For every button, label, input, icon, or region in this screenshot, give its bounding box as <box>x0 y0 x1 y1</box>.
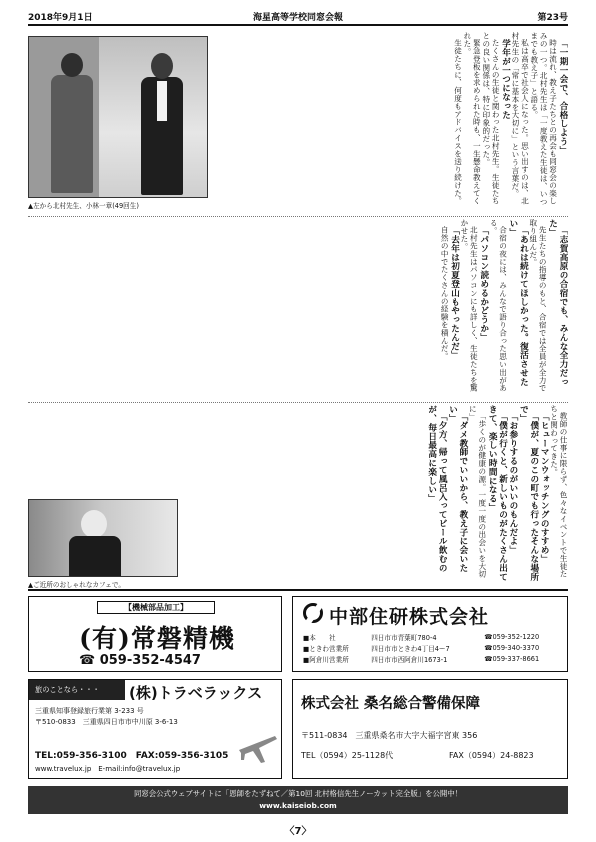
branch-address: 四日市市ときわ4丁目4ー7 <box>371 644 450 653</box>
table-row <box>301 631 563 642</box>
company-name: (有)常磐精機 <box>79 624 235 653</box>
company-name: (株)トラベラックス <box>129 684 263 702</box>
issue-number: 第23号 <box>537 13 568 23</box>
paragraph: たくさんの生徒と関わった北村先生。生徒たちとの良い関係は、特に印象的だった。 <box>481 32 501 205</box>
header-rule <box>28 24 568 26</box>
paragraph: 「歩くのが健康の源。一度一度の出会いを大切に」 <box>468 405 487 578</box>
cafe-photo <box>28 499 178 577</box>
company-name: 株式会社 桑名総合警備保障 <box>301 695 481 712</box>
pull-quote: 「パソコン読めるかどうか」 <box>478 226 489 342</box>
company-phone: ☎ 059-352-4547 <box>79 653 201 668</box>
teacher-portrait-photo <box>28 36 208 198</box>
paragraph: 教師の仕事に限らず、色々なイベントで生徒たちと関わってきた。 <box>549 405 568 578</box>
ad-category-tag: 【機械部品加工】 <box>97 601 215 614</box>
pull-quote: 「僕が、夏のこの町でも行ったそんな場所で」 <box>518 405 539 582</box>
article-band-2 <box>28 216 568 398</box>
website-url: www.kaiseiob.com <box>259 801 337 810</box>
article-text-band-2 <box>28 219 568 397</box>
pull-quote: 「去年は初夏登山もやったんだ」 <box>449 226 460 360</box>
branch-name: ■ときわ営業所 <box>303 644 349 653</box>
address-line: 〒510-0833 三重県四日市市中川原 3-6-13 <box>35 717 178 726</box>
registration-line: 三重県知事登録旅行業第 3-233 号 <box>35 707 144 715</box>
branch-address: 四日市市西阿倉川1673-1 <box>371 655 448 664</box>
company-fax: FAX（0594）24-8823 <box>449 751 534 760</box>
branch-address: 四日市市青葉町780-4 <box>371 633 437 642</box>
ad-kuwana-security <box>292 679 568 779</box>
company-registration <box>35 706 235 727</box>
article-band-1 <box>28 30 568 212</box>
branch-phone: ☎059-337-8661 <box>484 654 540 663</box>
ad-travelux <box>28 679 282 779</box>
paragraph: 自然の中でたくさんの経験を積んだ。 <box>440 226 450 361</box>
ad-tokiwa-seiki <box>28 596 282 672</box>
photo-caption: ▲ご近所のおしゃれなカフェで。 <box>28 581 125 589</box>
pull-quote: 「あれは続けてほしかった。復活させたい」 <box>507 219 529 387</box>
paragraph: 生徒たちに、何度もアドバイスを送り続けた。 <box>453 39 463 205</box>
branch-table <box>301 631 563 665</box>
article-band-3 <box>28 402 568 589</box>
company-address: 〒511-0834 三重県桑名市大字大福字宮東 356 <box>301 731 478 740</box>
page-header <box>28 8 568 24</box>
notice-text: 同窓会公式ウェブサイトに「恩師をたずねて／第10回 北村格信先生ノーカット完全版」を公開中！ <box>133 789 463 798</box>
article-text-band-3 <box>182 405 568 583</box>
pull-quote: 「僕が行くと、新しいものがたくさん出てきて、楽しい時間になる」 <box>487 405 508 582</box>
article-text-band-1 <box>216 32 568 210</box>
website-notice <box>28 786 568 814</box>
company-web-email: www.travelux.jp E-mail:info@travelux.jp <box>35 765 181 773</box>
branch-name: ■本 社 <box>303 633 336 642</box>
page-number: 〈7〉 <box>284 826 312 837</box>
paragraph: 先生たちの指導のもと、合宿では全員が全力で取り組んだ。 <box>528 219 548 392</box>
publication-title: 海星高等学校同窓会報 <box>252 13 343 23</box>
table-row <box>301 642 563 653</box>
pull-quote: 「一期一会で、合格しよう」 <box>558 39 568 155</box>
paragraph: 北村先生はパソコンにも詳しく、生徒たちを驚かせた。 <box>459 219 479 392</box>
ad-chubu-juken <box>292 596 568 672</box>
company-phone: TEL（0594）25-1128代 <box>301 751 394 760</box>
issue-date: 2018年9月1日 <box>28 13 93 23</box>
company-name: 中部住研株式会社 <box>329 606 490 628</box>
company-logo-icon <box>303 603 323 623</box>
interview-article <box>28 30 568 589</box>
pull-quote: 「お参りするのがいいのもんだよ」 <box>507 412 518 555</box>
paragraph: 合宿の夜には、みんなで語り合った思い出がある。 <box>489 219 508 392</box>
branch-phone: ☎059-340-3370 <box>484 643 540 652</box>
pull-quote: 「ヒューマンウォッチングのすすめ」 <box>539 412 550 564</box>
ad-promo-label: 旅のことなら・・・ <box>29 680 125 700</box>
company-phone-fax: TEL:059-356-3100 FAX:059-356-3105 <box>35 751 229 761</box>
pull-quote: 学年が一つになった <box>500 39 511 120</box>
photo-caption: ▲左から北村先生、小林一章(49回生) <box>28 202 139 210</box>
pull-quote: 「夕方、帰って風呂入ってビール飲むのが、毎日最高に楽しい」 <box>426 405 448 573</box>
paragraph: 私は高卒で社会人になった。思い出すのは、北村先生の「常に基本を大切に」という言葉だ。 <box>510 32 530 205</box>
table-row <box>301 653 563 664</box>
paragraph: 緊急登板を求められた時も、一生懸命教えてくれた。 <box>462 32 482 205</box>
branch-phone: ☎059-352-1220 <box>484 632 540 641</box>
paragraph: 時は流れ、教え子たちとの再会も同窓会の楽しみの一つ。北村先生は「一度教えた生徒は、いつまでも教え子」と語る。 <box>529 32 558 206</box>
ads-separator <box>28 589 568 591</box>
pull-quote: 「志賀高原の合宿でも、みんな全力だった」 <box>547 219 568 387</box>
pull-quote: 「ダメ教師でいいから、教え子に会いたい」 <box>447 405 468 573</box>
branch-name: ■阿倉川営業所 <box>303 655 349 664</box>
airplane-icon <box>235 728 279 768</box>
